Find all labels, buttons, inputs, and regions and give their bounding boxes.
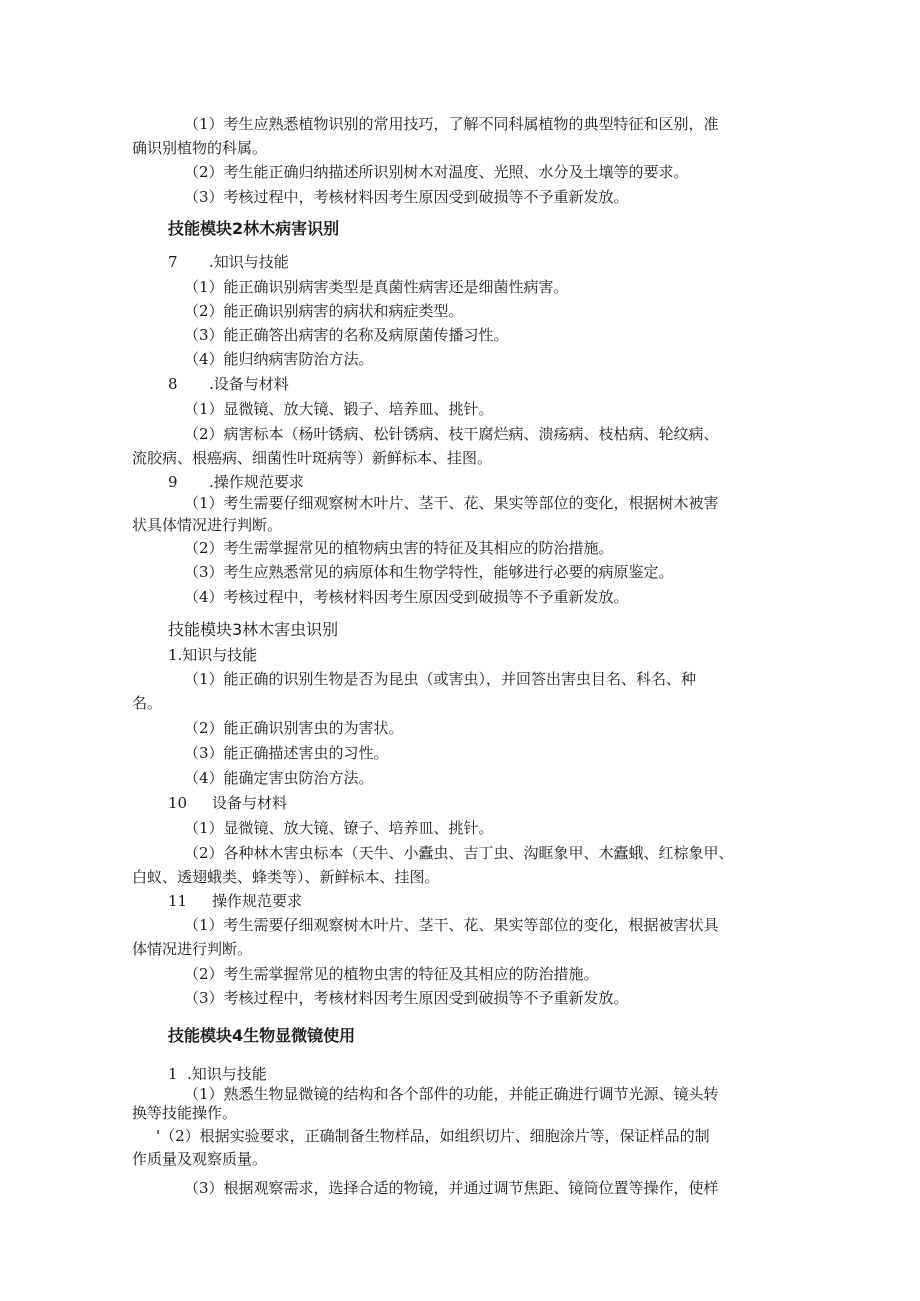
m4-s1-item-1-line-a: （1）熟悉生物显微镜的结构和各个部件的功能，并能正确进行调节光源、镜头转 — [184, 1085, 719, 1103]
m2-section-8-title: .设备与材料 — [209, 375, 289, 393]
criterion-1-line-a: （1）考生应熟悉植物识别的常用技巧，了解不同科属植物的典型特征和区别，准 — [184, 115, 719, 133]
m2-section-7-number: 7 — [168, 253, 178, 271]
m3-section-10-number: 10 — [168, 794, 188, 812]
m3-s10-item-2-line-a: （2）各种林木害虫标本（天牛、小蠹虫、吉丁虫、沟眶象甲、木蠹蛾、红棕象甲、 — [184, 844, 734, 862]
m2-s7-item-2: （2）能正确识别病害的病状和病症类型。 — [184, 302, 464, 320]
m3-section-10-title: 设备与材料 — [212, 794, 288, 812]
m3-s1-item-1-line-b: 名。 — [132, 694, 163, 712]
m3-s1-item-4: （4）能确定害虫防治方法。 — [184, 769, 374, 787]
module-3-heading: 技能模块3林木害虫识别 — [168, 620, 339, 639]
m4-s1-item-2-line-b: 作质量及观察质量。 — [132, 1150, 268, 1168]
criterion-1-line-b: 确识别植物的科属。 — [132, 139, 268, 157]
m4-s1-item-1-line-b: 换等技能操作。 — [132, 1104, 238, 1122]
m2-section-7-title: .知识与技能 — [209, 253, 289, 271]
m2-s7-item-1: （1）能正确识别病害类型是真菌性病害还是细菌性病害。 — [184, 278, 569, 296]
m4-s1-item-3: （3）根据观察需求，选择合适的物镜，并通过调节焦距、镜筒位置等操作，使样 — [184, 1179, 719, 1197]
m2-s9-item-2: （2）考生需掌握常见的植物病虫害的特征及其相应的防治措施。 — [184, 539, 614, 557]
m3-s10-item-1: （1）显微镜、放大镜、镣子、培养皿、挑针。 — [184, 819, 494, 837]
m3-section-11-title: 操作规范要求 — [212, 892, 303, 910]
m3-section-11-number: 11 — [168, 892, 188, 910]
m2-section-8-number: 8 — [168, 375, 178, 393]
m2-s8-item-1: （1）显微镜、放大镜、锻子、培养皿、挑针。 — [184, 400, 494, 418]
m2-s9-item-3: （3）考生应熟悉常见的病原体和生物学特性，能够进行必要的病原鉴定。 — [184, 563, 674, 581]
m2-section-9-title: .操作规范要求 — [209, 473, 304, 491]
m3-s11-item-1-line-a: （1）考生需要仔细观察树木叶片、茎干、花、果实等部位的变化，根据被害状具 — [184, 916, 719, 934]
module-2-heading: 技能模块2林木病害识别 — [168, 219, 340, 238]
module-4-heading: 技能模块4生物显微镜使用 — [168, 1026, 356, 1045]
m2-s7-item-3: （3）能正确答出病害的名称及病原菌传播习性。 — [184, 326, 509, 344]
m3-s11-item-1-line-b: 体情况进行判断。 — [132, 940, 253, 958]
m2-s9-item-1-line-a: （1）考生需要仔细观察树木叶片、茎干、花、果实等部位的变化，根据树木被害 — [184, 494, 719, 512]
m3-s1-item-2: （2）能正确识别害虫的为害状。 — [184, 719, 404, 737]
m3-s11-item-2: （2）考生需掌握常见的植物虫害的特征及其相应的防治措施。 — [184, 965, 599, 983]
m2-s8-item-2-line-b: 流胶病、根癌病、细菌性叶斑病等）新鲜标本、挂图。 — [132, 449, 493, 467]
m2-s9-item-1-line-b: 状具体情况进行判断。 — [132, 516, 283, 534]
m2-s8-item-2-line-a: （2）病害标本（杨叶锈病、松针锈病、枝干腐烂病、溃疡病、枝枯病、轮纹病、 — [184, 425, 719, 443]
m3-s1-item-1-line-a: （1）能正确的识别生物是否为昆虫（或害虫），并回答出害虫目名、科名、种 — [184, 670, 697, 688]
m2-s7-item-4: （4）能归纳病害防治方法。 — [184, 350, 374, 368]
criterion-3: （3）考核过程中，考核材料因考生原因受到破损等不予重新发放。 — [184, 188, 629, 206]
m3-s10-item-2-line-b: 白蚁、透翅蛾类、蜂类等）、新鲜标本、挂图。 — [132, 868, 440, 886]
m4-section-1-number: 1 — [168, 1065, 178, 1083]
m3-section-1-title: 1.知识与技能 — [168, 646, 258, 664]
m4-section-1-title: .知识与技能 — [187, 1065, 267, 1083]
criterion-2: （2）考生能正确归纳描述所识别树木对温度、光照、水分及土壤等的要求。 — [184, 163, 689, 181]
m2-section-9-number: 9 — [168, 473, 178, 491]
m4-s1-item-2-line-a: '（2）根据实验要求，正确制备生物样品，如组织切片、细胞涂片等，保证样品的制 — [156, 1127, 710, 1145]
m2-s9-item-4: （4）考核过程中，考核材料因考生原因受到破损等不予重新发放。 — [184, 588, 629, 606]
m3-s11-item-3: （3）考核过程中，考核材料因考生原因受到破损等不予重新发放。 — [184, 989, 629, 1007]
m3-s1-item-3: （3）能正确描述害虫的习性。 — [184, 744, 389, 762]
